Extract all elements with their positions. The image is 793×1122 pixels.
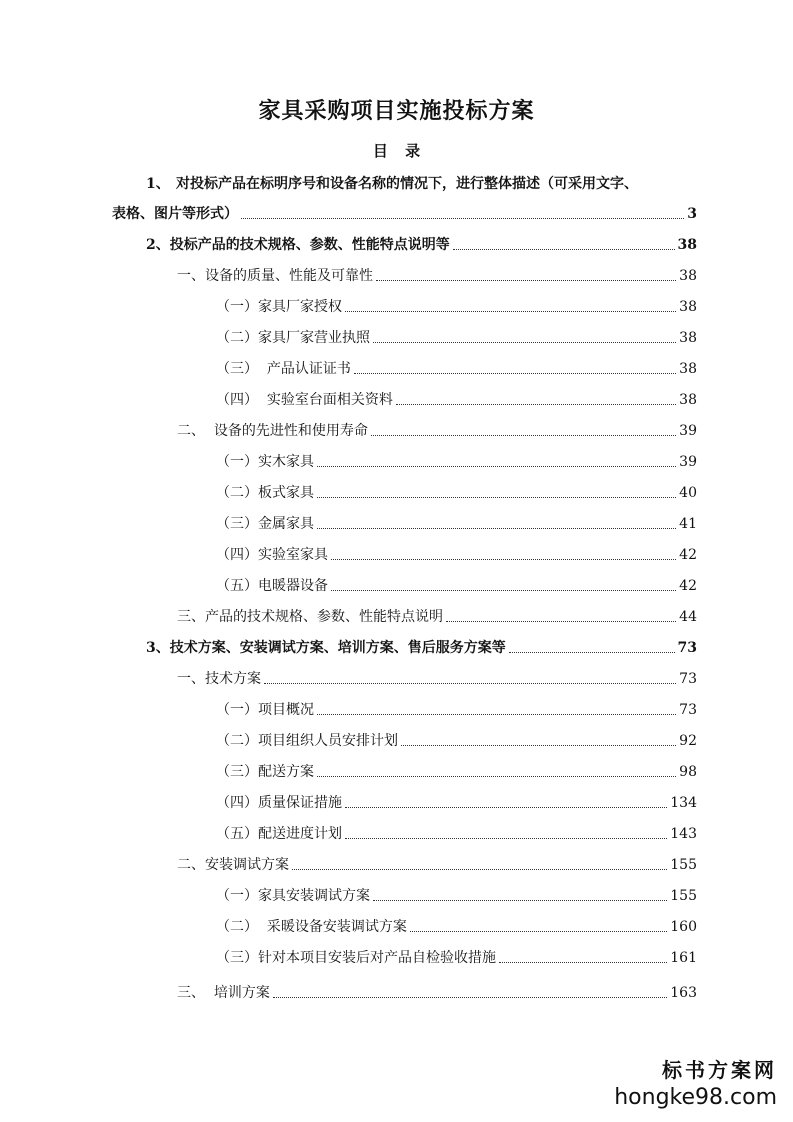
toc-dot-leader: [264, 683, 676, 684]
toc-dot-leader: [273, 997, 667, 998]
toc-dot-leader: [317, 714, 676, 715]
toc-page-number: 40: [679, 485, 697, 501]
toc-entry[interactable]: [216, 359, 697, 379]
toc-entry[interactable]: [216, 483, 697, 503]
toc-entry[interactable]: [216, 576, 697, 596]
toc-page-number: 42: [679, 547, 697, 563]
watermark-chinese: 标书方案网: [662, 1058, 777, 1082]
toc-entry-label: （三）配送方案: [216, 764, 314, 780]
toc-entry[interactable]: [216, 824, 697, 844]
toc-dot-leader: [410, 931, 667, 932]
toc-page-number: 38: [679, 361, 697, 377]
toc-entry-label: 3、技术方案、安装调试方案、培训方案、售后服务方案等: [146, 640, 506, 656]
toc-entry[interactable]: [216, 328, 697, 348]
toc-dot-leader: [345, 807, 667, 808]
toc-dot-leader: [446, 621, 676, 622]
toc-page-number: 92: [679, 733, 697, 749]
toc-page-number: 160: [670, 919, 697, 935]
toc-page-number: 163: [670, 985, 697, 1001]
toc-page-number: 38: [679, 330, 697, 346]
toc-entry-label: （一）家具安装调试方案: [216, 888, 370, 904]
toc-dot-leader: [376, 280, 676, 281]
toc-entry[interactable]: [216, 886, 697, 906]
toc-entry-label: 三、 培训方案: [177, 985, 270, 1001]
toc-page-number: 44: [679, 609, 697, 625]
toc-entry-label: （四）质量保证措施: [216, 795, 342, 811]
toc-entry[interactable]: [216, 762, 697, 782]
toc-entry-1-first-line: [146, 174, 638, 194]
toc-dot-leader: [509, 652, 675, 653]
toc-entry[interactable]: [216, 545, 697, 565]
toc-entry[interactable]: [177, 266, 697, 286]
toc-entry-label: 对投标产品在标明序号和设备名称的情况下，进行整体描述（可采用文字、: [176, 176, 638, 192]
toc-page-number: 3: [687, 206, 697, 222]
watermark-url: hongke98.com: [614, 1085, 777, 1110]
toc-page-number: 42: [679, 578, 697, 594]
toc-page-number: 38: [677, 237, 697, 253]
toc-page-number: 38: [679, 268, 697, 284]
toc-dot-leader: [317, 776, 676, 777]
toc-entry-label: 二、安装调试方案: [177, 857, 289, 873]
toc-entry-label: 一、设备的质量、性能及可靠性: [177, 268, 373, 284]
toc-page-number: 143: [670, 826, 697, 842]
toc-dot-leader: [241, 218, 684, 219]
toc-entry-label: （一）实木家具: [216, 454, 314, 470]
toc-entry-label: （三）金属家具: [216, 516, 314, 532]
toc-entry-label: （五）配送进度计划: [216, 826, 342, 842]
toc-page-number: 41: [679, 516, 697, 532]
toc-entry[interactable]: [177, 669, 697, 689]
toc-page-number: 38: [679, 392, 697, 408]
toc-entry[interactable]: [216, 948, 697, 968]
toc-dot-leader: [345, 838, 667, 839]
toc-dot-leader: [345, 311, 676, 312]
toc-dot-leader: [317, 497, 676, 498]
toc-dot-leader: [396, 404, 676, 405]
toc-dot-leader: [292, 869, 667, 870]
toc-page-number: 39: [679, 454, 697, 470]
toc-entry[interactable]: [216, 917, 697, 937]
toc-entry-number: 1、: [146, 176, 170, 192]
toc-page-number: 39: [679, 423, 697, 439]
toc-entry[interactable]: [177, 855, 697, 875]
toc-dot-leader: [354, 373, 676, 374]
toc-dot-leader: [373, 342, 676, 343]
toc-entry-label: 2、投标产品的技术规格、参数、性能特点说明等: [146, 237, 450, 253]
toc-entry[interactable]: [216, 297, 697, 317]
toc-page-number: 161: [670, 950, 697, 966]
toc-dot-leader: [331, 590, 676, 591]
toc-dot-leader: [373, 900, 667, 901]
toc-entry-label: （二） 采暖设备安装调试方案: [216, 919, 407, 935]
toc-entry-label: 二、 设备的先进性和使用寿命: [177, 423, 368, 439]
toc-entry[interactable]: [216, 452, 697, 472]
toc-entry-label: （五）电暖器设备: [216, 578, 328, 594]
toc-entry-label: （三）针对本项目安装后对产品自检验收措施: [216, 950, 496, 966]
toc-page-number: 155: [670, 888, 697, 904]
toc-page-number: 73: [679, 671, 697, 687]
toc-entry[interactable]: [146, 638, 697, 658]
toc-entry-label: （一）项目概况: [216, 702, 314, 718]
toc-entry-label: （二）板式家具: [216, 485, 314, 501]
toc-entry-1-second-line[interactable]: [112, 204, 697, 224]
toc-dot-leader: [401, 745, 676, 746]
toc-entry[interactable]: [146, 235, 697, 255]
toc-entry-label: 表格、图片等形式）: [112, 206, 238, 222]
document-title: 家具采购项目实施投标方案: [258, 99, 535, 124]
toc-dot-leader: [331, 559, 676, 560]
toc-page-number: 134: [670, 795, 697, 811]
toc-entry-label: 一、技术方案: [177, 671, 261, 687]
toc-entry[interactable]: [177, 607, 697, 627]
toc-dot-leader: [499, 962, 667, 963]
toc-entry-label: （四）实验室家具: [216, 547, 328, 563]
watermark: [614, 1054, 777, 1110]
toc-dot-leader: [317, 466, 676, 467]
toc-dot-leader: [371, 435, 676, 436]
toc-entry-label: 三、产品的技术规格、参数、性能特点说明: [177, 609, 443, 625]
toc-entry-label: （一）家具厂家授权: [216, 299, 342, 315]
toc-entry[interactable]: [216, 731, 697, 751]
toc-entry[interactable]: [216, 514, 697, 534]
toc-entry[interactable]: [177, 421, 697, 441]
toc-entry-label: （四） 实验室台面相关资料: [216, 392, 393, 408]
toc-entry-label: （二）项目组织人员安排计划: [216, 733, 398, 749]
toc-entry-label: （三） 产品认证证书: [216, 361, 351, 377]
toc-entry[interactable]: [177, 983, 697, 1003]
toc-entry[interactable]: [216, 793, 697, 813]
toc-dot-leader: [317, 528, 676, 529]
toc-entry[interactable]: [216, 700, 697, 720]
toc-page-number: 73: [679, 702, 697, 718]
toc-page-number: 73: [677, 640, 697, 656]
toc-dot-leader: [453, 249, 675, 250]
toc-entry-label: （二）家具厂家营业执照: [216, 330, 370, 346]
toc-entry[interactable]: [216, 390, 697, 410]
toc-page-number: 38: [679, 299, 697, 315]
toc-page-number: 155: [670, 857, 697, 873]
toc-page-number: 98: [679, 764, 697, 780]
toc-heading: 目 录: [372, 142, 421, 160]
